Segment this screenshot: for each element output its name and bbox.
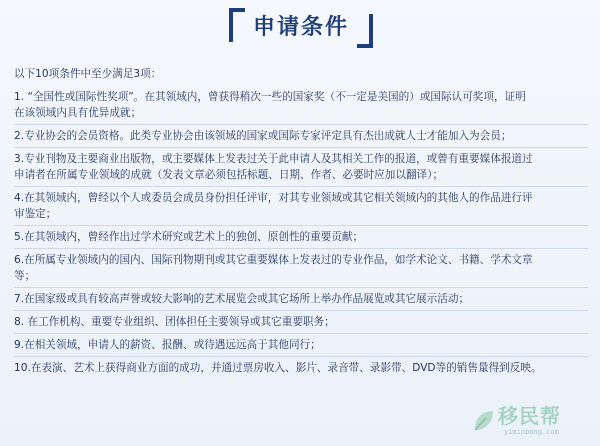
watermark-url: yiminbang.com	[504, 428, 559, 436]
item-line: 等；	[14, 270, 36, 282]
list-item-4	[14, 187, 588, 226]
leaf-logo-icon	[472, 408, 496, 434]
item-line: 4.在其领域内，曾经以个人或委员会成员身份担任评审，对其专业领域或其它相关领域内的其他人的作品进行评	[14, 192, 533, 204]
list-item-1	[14, 86, 588, 125]
list-item-2	[14, 125, 588, 148]
conditions-content	[14, 66, 588, 379]
item-line: 3.专业刊物及主要商业出版物，或主要媒体上发表过关于此申请人及其相关工作的报道，或曾有重要媒体报道过	[14, 153, 533, 165]
section-title-box	[229, 8, 373, 48]
item-line: 6.在所属专业领域内的国内、国际刊物期刊或其它重要媒体上发表过的专业作品，如学术论文、书籍、学术文章	[14, 254, 533, 266]
item-line: 审鉴定；	[14, 208, 57, 220]
item-line: 9.在相关领域，申请人的薪资、报酬、或待遇远远高于其他同行；	[14, 339, 321, 351]
list-item-7	[14, 288, 588, 311]
item-line: 7.在国家级或具有较高声誉或较大影响的艺术展览会或其它场所上举办作品展览或其它展示活动；	[14, 293, 470, 305]
page-title: 申请条件	[252, 15, 349, 40]
item-line: 1. “全国性或国际性奖项”。在其领域内，曾获得稍次一些的国家奖（不一定是美国的）或国际认可奖项，证明	[14, 91, 526, 103]
list-item-8	[14, 311, 588, 334]
list-item-3	[14, 148, 588, 187]
list-item-9	[14, 334, 588, 357]
watermark-logo	[472, 404, 590, 440]
item-line: 在该领域内具有优异成就；	[14, 107, 142, 119]
watermark-brand: 移民帮	[498, 404, 561, 428]
item-line: 2.专业协会的会员资格。此类专业协会由该领域的国家或国际专家评定具有杰出成就人士才能加入为会员；	[14, 130, 512, 142]
item-line: 10.在表演、艺术上获得商业方面的成功，并通过票房收入、影片、录音带、录影带、DVD等的销售量得到反映。	[14, 362, 542, 374]
list-item-5	[14, 226, 588, 249]
list-item-10	[14, 357, 588, 379]
item-line: 5.在其领域内，曾经作出过学术研究或艺术上的独创、原创性的重要贡献；	[14, 231, 364, 243]
intro-text: 以下10项条件中至少满足3项：	[14, 68, 162, 80]
item-line: 8. 在工作机构、重要专业组织、团体担任主要领导或其它重要职务；	[14, 316, 335, 328]
item-line: 申请者在所属专业领域的成就（发表文章必须包括标题、日期、作者、必要时应加以翻译）；	[14, 169, 444, 181]
list-item-6	[14, 249, 588, 288]
